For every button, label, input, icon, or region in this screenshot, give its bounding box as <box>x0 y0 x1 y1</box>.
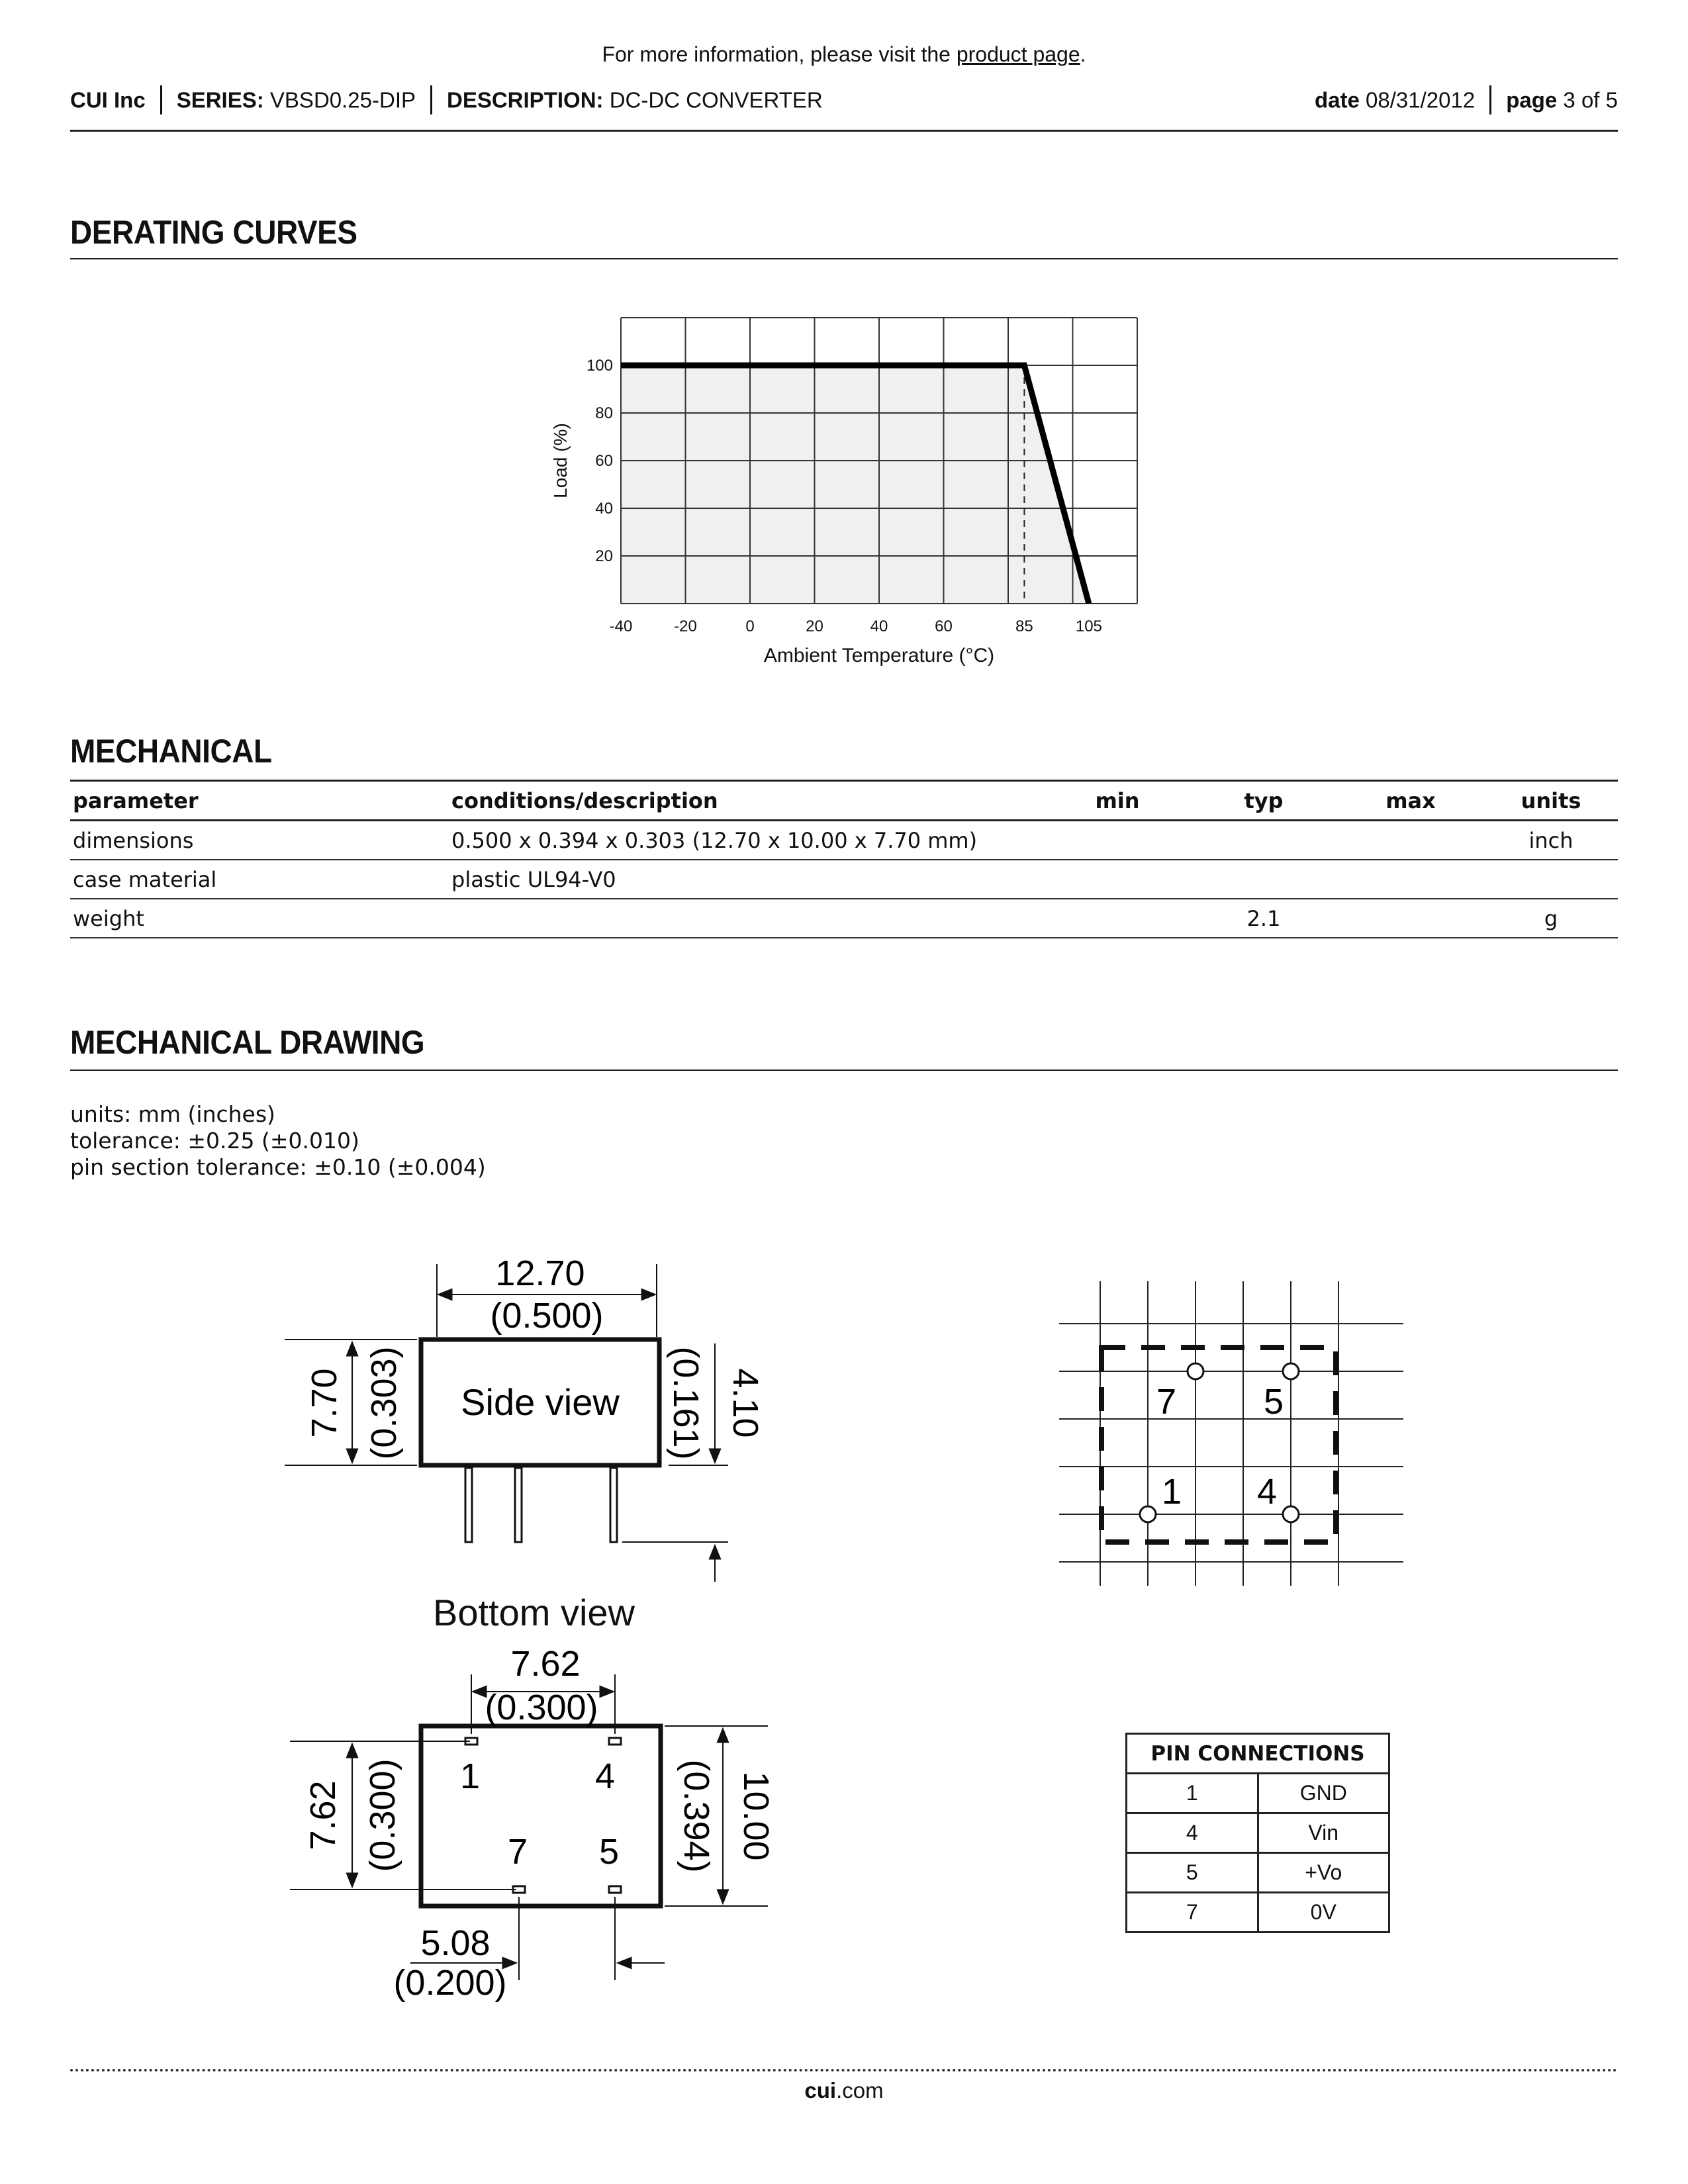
pin-connections-table <box>1125 1733 1390 1933</box>
x-tick-label: 60 <box>935 617 953 635</box>
pin-length-mm-label: 4.10 <box>726 1368 765 1438</box>
pin-hole <box>1188 1363 1203 1379</box>
x-tick-label: 20 <box>806 617 823 635</box>
product-page-link[interactable]: product page <box>956 42 1080 66</box>
header-divider <box>430 85 432 114</box>
tolerance-note: tolerance: ±0.25 (±0.010) <box>70 1128 359 1154</box>
col-header-parameter: parameter <box>70 781 449 821</box>
pin-lead <box>515 1468 522 1542</box>
pin-pad <box>609 1738 621 1745</box>
top-note-suffix: . <box>1080 42 1086 66</box>
footprint-pin-label: 7 <box>1156 1382 1177 1422</box>
y-axis-label: Load (%) <box>550 423 571 498</box>
pin-connections-title: PIN CONNECTIONS <box>1127 1734 1389 1774</box>
table-cell <box>1045 899 1190 938</box>
x-tick-label: -20 <box>674 617 697 635</box>
table-row <box>1127 1893 1389 1933</box>
table-cell <box>1190 821 1337 860</box>
derating-chart <box>530 304 1165 675</box>
col-header-max: max <box>1337 781 1484 821</box>
table-cell: plastic UL94-V0 <box>449 860 1045 899</box>
table-cell: 0.500 x 0.394 x 0.303 (12.70 x 10.00 x 7.70 mm) <box>449 821 1045 860</box>
pin-function: GND <box>1258 1774 1389 1813</box>
table-row <box>70 899 1618 938</box>
pin-number: 5 <box>1127 1853 1258 1893</box>
bottom-body-outline <box>421 1726 661 1906</box>
header-divider <box>1489 85 1491 114</box>
offset-mm-label: 5.08 <box>420 1923 491 1963</box>
x-tick-label: 105 <box>1075 617 1102 635</box>
section-title-drawing: MECHANICAL DRAWING <box>70 1024 425 1061</box>
bottom-view-drawing <box>278 1635 781 2019</box>
pin-function: Vin <box>1258 1813 1389 1853</box>
table-cell: dimensions <box>70 821 449 860</box>
table-cell <box>1190 860 1337 899</box>
table-cell: 2.1 <box>1190 899 1337 938</box>
side-view-drawing <box>278 1244 768 1615</box>
top-note-prefix: For more information, please visit the <box>602 42 957 66</box>
y-tick-label: 100 <box>586 357 613 375</box>
description-value: DC-DC CONVERTER <box>609 87 823 113</box>
table-cell: inch <box>1484 821 1618 860</box>
series-label: SERIES: <box>176 87 264 113</box>
height-mm-label: 7.70 <box>305 1368 344 1438</box>
header-divider <box>160 85 162 114</box>
table-cell: weight <box>70 899 449 938</box>
table-row <box>1127 1813 1389 1853</box>
pcb-footprint-drawing <box>1053 1281 1417 1599</box>
pin-lead <box>465 1468 472 1542</box>
footer-domain: .com <box>836 2078 884 2103</box>
page-value: 3 of 5 <box>1563 87 1618 113</box>
height-in-label: (0.303) <box>364 1346 404 1460</box>
date-label: date <box>1315 87 1360 113</box>
x-tick-label: 40 <box>870 617 888 635</box>
mechanical-table <box>70 780 1618 938</box>
table-cell: g <box>1484 899 1618 938</box>
bottom-pin-label: 1 <box>459 1756 481 1796</box>
bottom-pin-label: 5 <box>598 1832 620 1872</box>
description-label: DESCRIPTION: <box>447 87 604 113</box>
pin-pad <box>609 1886 621 1893</box>
pin-function: +Vo <box>1258 1853 1389 1893</box>
section-title-mechanical: MECHANICAL <box>70 733 272 770</box>
footer-brand: cui <box>804 2078 837 2103</box>
header-rule <box>70 130 1618 132</box>
depth-in-label: (0.394) <box>677 1759 716 1873</box>
table-header-row <box>70 781 1618 821</box>
col-header-typ: typ <box>1190 781 1337 821</box>
table-cell <box>1045 821 1190 860</box>
pitch-mm-label: 7.62 <box>510 1644 581 1684</box>
bottom-view-title: Bottom view <box>433 1592 635 1633</box>
bottom-pin-label: 4 <box>594 1756 616 1796</box>
derating-area <box>621 365 1089 604</box>
table-cell <box>1045 860 1190 899</box>
offset-in-label: (0.200) <box>393 1963 507 2003</box>
col-header-units: units <box>1484 781 1618 821</box>
page-header <box>70 87 1618 124</box>
table-cell <box>1337 821 1484 860</box>
table-row <box>70 860 1618 899</box>
pin-hole <box>1283 1506 1299 1522</box>
pin-number: 1 <box>1127 1774 1258 1813</box>
company-name: CUI Inc <box>70 87 146 113</box>
footer-site[interactable] <box>0 2078 1688 2103</box>
pin-tolerance-note: pin section tolerance: ±0.10 (±0.004) <box>70 1154 486 1180</box>
x-axis-label: Ambient Temperature (°C) <box>763 645 995 666</box>
table-cell: case material <box>70 860 449 899</box>
footprint-pin-label: 1 <box>1161 1472 1182 1512</box>
drawing-notes <box>70 1101 486 1181</box>
footer-rule <box>70 2069 1618 2071</box>
top-note <box>0 42 1688 67</box>
y-tick-label: 60 <box>595 452 613 470</box>
date-value: 08/31/2012 <box>1366 87 1476 113</box>
pin-hole <box>1283 1363 1299 1379</box>
width-mm-label: 12.70 <box>495 1253 585 1293</box>
col-header-conditions: conditions/description <box>449 781 1045 821</box>
side-view-label: Side view <box>461 1381 620 1423</box>
y-tick-label: 80 <box>595 404 613 422</box>
col-header-min: min <box>1045 781 1190 821</box>
table-cell <box>449 899 1045 938</box>
width-in-label: (0.500) <box>490 1296 604 1336</box>
row-mm-label: 7.62 <box>303 1780 343 1850</box>
x-tick-label: 0 <box>745 617 755 635</box>
page-label: page <box>1506 87 1558 113</box>
pin-lead <box>610 1468 617 1542</box>
row-in-label: (0.300) <box>363 1758 402 1872</box>
table-row <box>70 821 1618 860</box>
section-title-derating: DERATING CURVES <box>70 214 357 251</box>
units-note: units: mm (inches) <box>70 1101 275 1127</box>
y-tick-label: 40 <box>595 500 613 518</box>
pin-number: 7 <box>1127 1893 1258 1933</box>
x-tick-label: -40 <box>609 617 633 635</box>
table-row <box>1127 1774 1389 1813</box>
x-tick-label: 85 <box>1015 617 1033 635</box>
pitch-in-label: (0.300) <box>485 1688 598 1727</box>
table-cell <box>1337 860 1484 899</box>
footprint-outline <box>1102 1347 1336 1542</box>
footprint-pin-label: 4 <box>1256 1472 1278 1512</box>
depth-mm-label: 10.00 <box>736 1771 776 1861</box>
pin-function: 0V <box>1258 1893 1389 1933</box>
pin-hole <box>1140 1506 1156 1522</box>
section-rule <box>70 1069 1618 1071</box>
table-row <box>1127 1853 1389 1893</box>
table-cell <box>1484 860 1618 899</box>
y-tick-label: 20 <box>595 547 613 565</box>
pin-length-in-label: (0.161) <box>666 1346 706 1460</box>
pin-number: 4 <box>1127 1813 1258 1853</box>
table-cell <box>1337 899 1484 938</box>
series-value: VBSD0.25-DIP <box>269 87 416 113</box>
section-rule <box>70 258 1618 259</box>
bottom-pin-label: 7 <box>507 1832 528 1872</box>
footprint-pin-label: 5 <box>1263 1382 1284 1422</box>
